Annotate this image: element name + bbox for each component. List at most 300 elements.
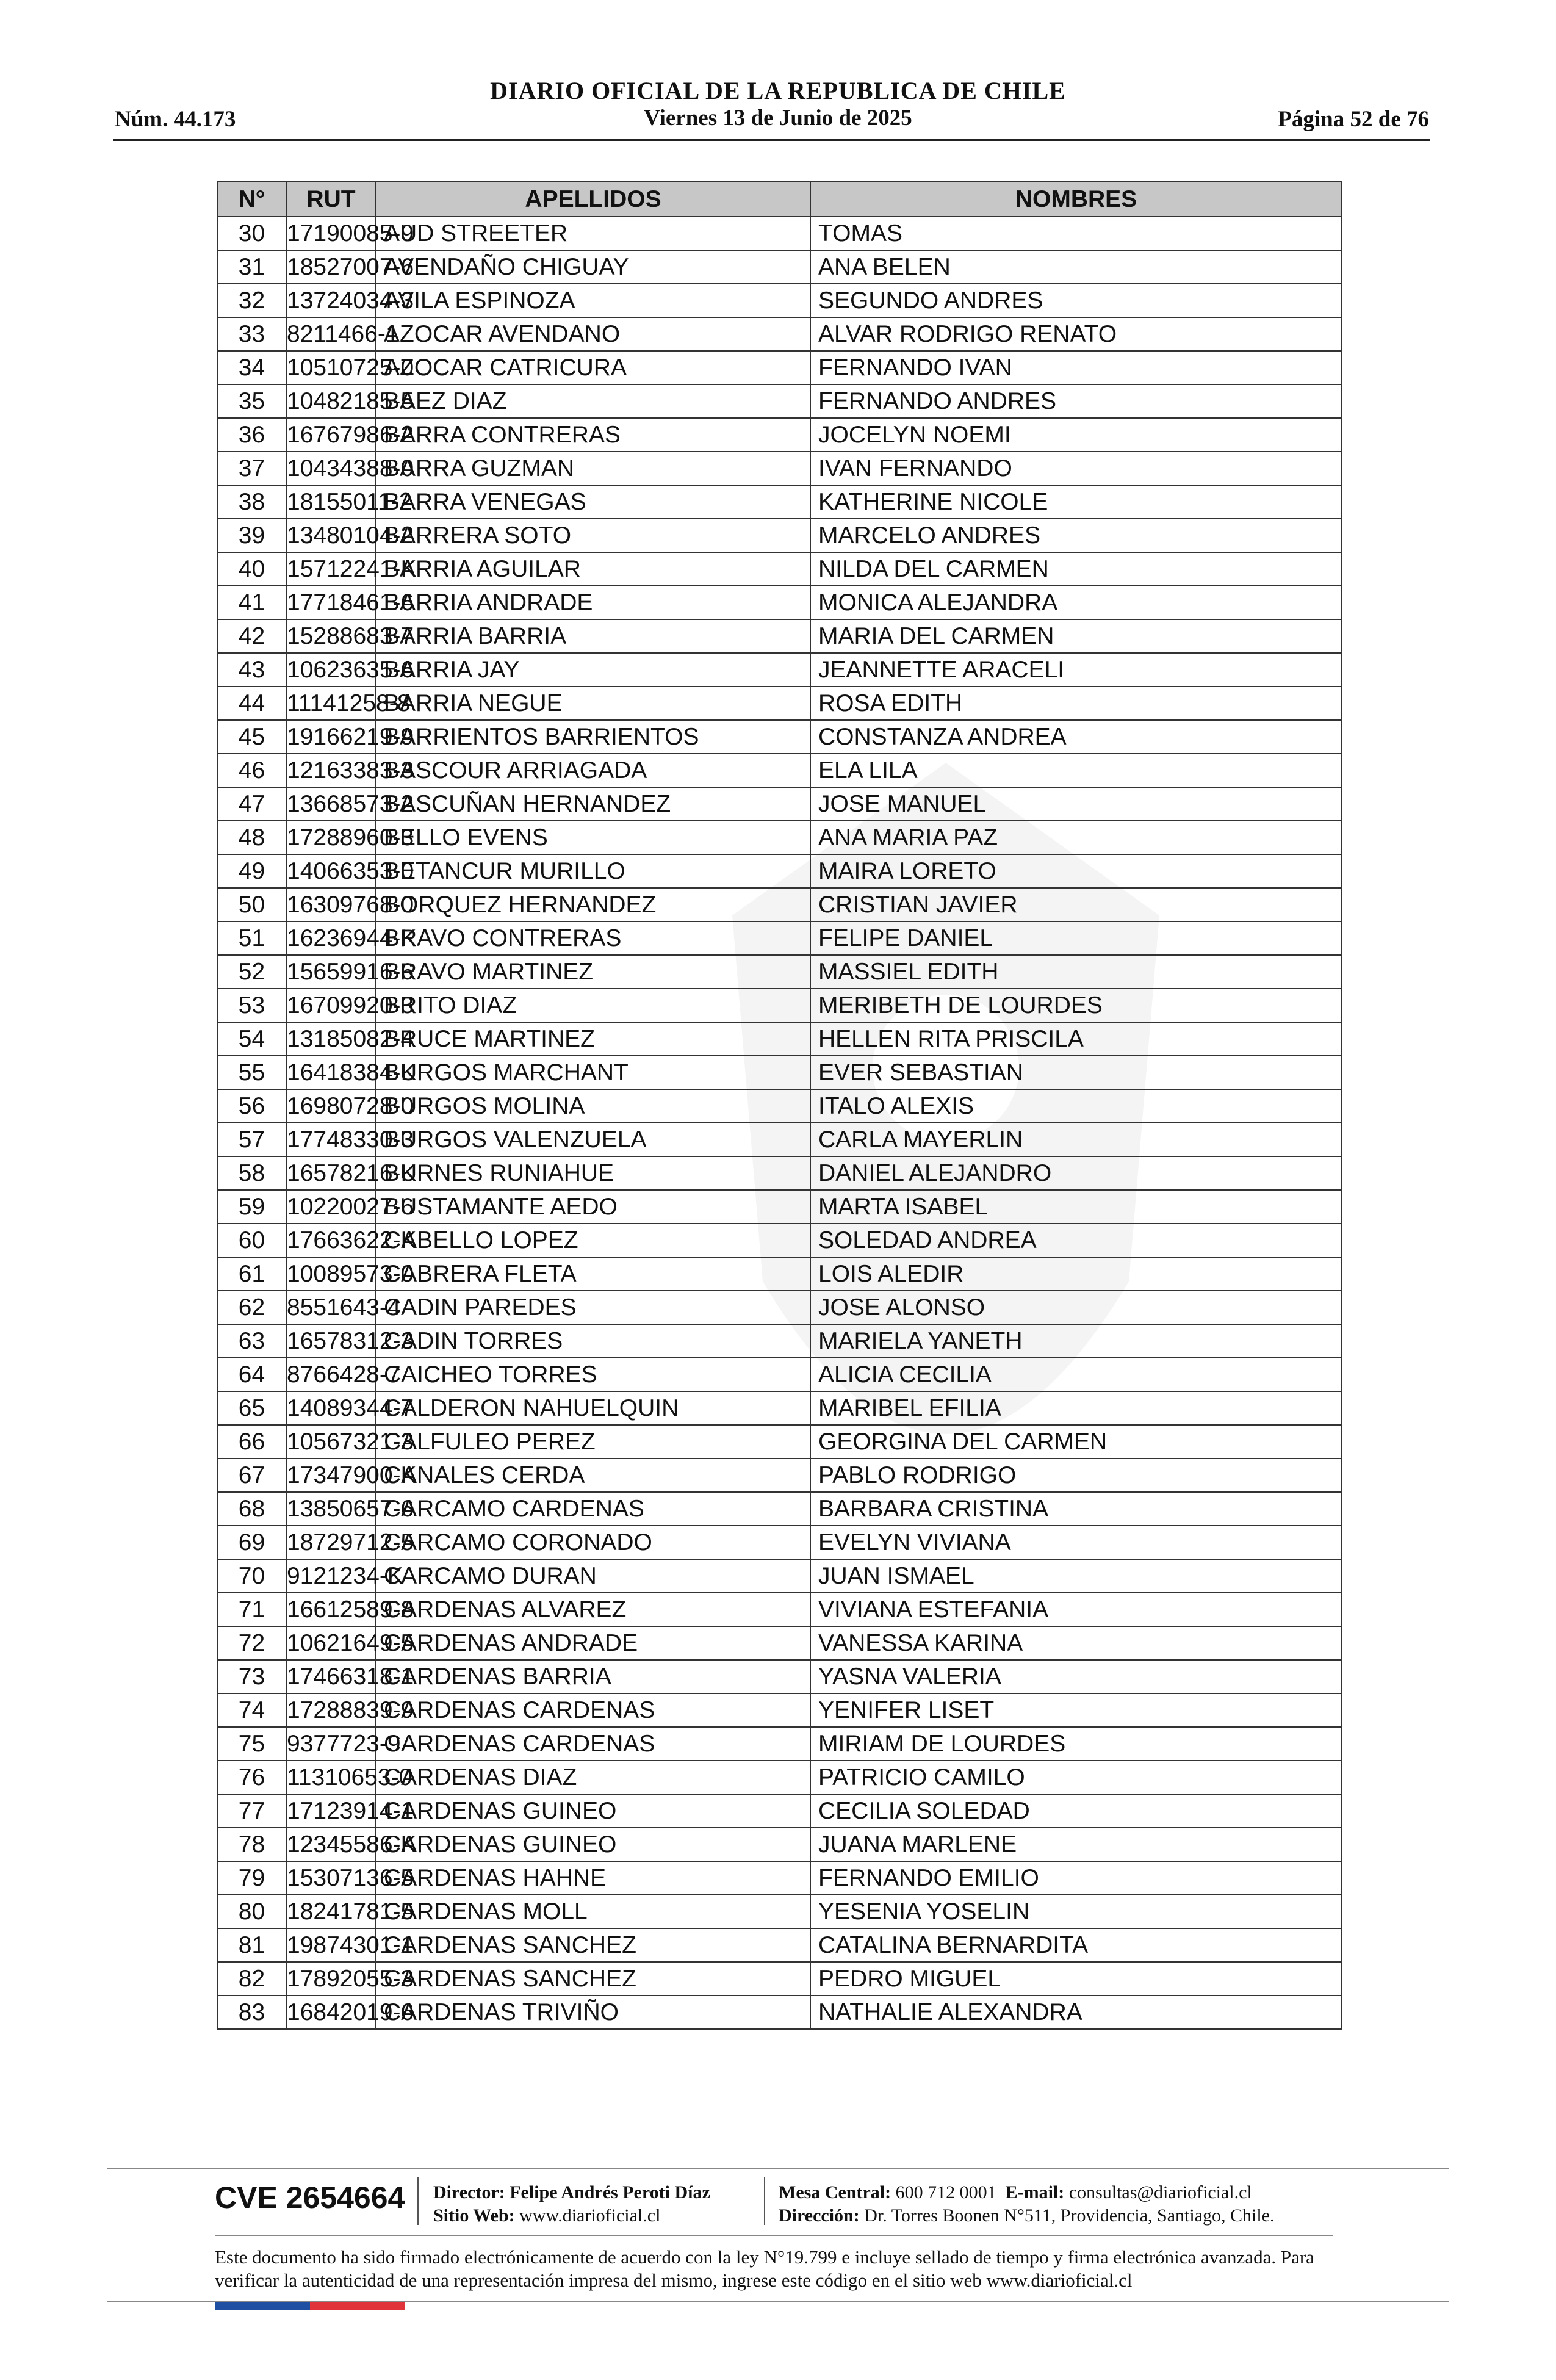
- rut-cell: 9121234-K: [286, 1559, 376, 1593]
- rut-cell: 10089573-0: [286, 1257, 376, 1291]
- rut-cell: 14089344-7: [286, 1391, 376, 1425]
- row-number: 56: [217, 1089, 286, 1123]
- table-row: [217, 888, 1342, 921]
- table-row: [217, 1828, 1342, 1861]
- table-row: [217, 519, 1342, 552]
- table-row: [217, 1459, 1342, 1492]
- rut-cell: 16418384-K: [286, 1056, 376, 1089]
- apellidos-cell: CARDENAS BARRIA: [376, 1660, 810, 1693]
- apellidos-cell: CARDENAS ALVAREZ: [376, 1593, 810, 1626]
- nombres-cell: CATALINA BERNARDITA: [810, 1928, 1342, 1962]
- apellidos-cell: BARRERA SOTO: [376, 519, 810, 552]
- row-number: 47: [217, 787, 286, 821]
- table-row: [217, 821, 1342, 854]
- nombres-cell: DANIEL ALEJANDRO: [810, 1156, 1342, 1190]
- footer-mid-rule: [215, 2235, 1333, 2236]
- footer-top-rule: [107, 2168, 1449, 2169]
- apellidos-cell: CARDENAS MOLL: [376, 1895, 810, 1928]
- column-header-rut: RUT: [286, 182, 376, 217]
- table-header-row: [217, 182, 1342, 217]
- nombres-cell: NILDA DEL CARMEN: [810, 552, 1342, 586]
- row-number: 53: [217, 989, 286, 1022]
- rut-cell: 17190085-9: [286, 217, 376, 250]
- apellidos-cell: CARDENAS CARDENAS: [376, 1727, 810, 1761]
- apellidos-cell: BRAVO CONTRERAS: [376, 921, 810, 955]
- row-number: 68: [217, 1492, 286, 1526]
- row-number: 44: [217, 687, 286, 720]
- rut-cell: 16709920-3: [286, 989, 376, 1022]
- rut-cell: 17288960-3: [286, 821, 376, 854]
- apellidos-cell: BARRIENTOS BARRIENTOS: [376, 720, 810, 754]
- rut-cell: 13724034-3: [286, 284, 376, 317]
- nombres-cell: MERIBETH DE LOURDES: [810, 989, 1342, 1022]
- apellidos-cell: BASCOUR ARRIAGADA: [376, 754, 810, 787]
- row-number: 52: [217, 955, 286, 989]
- nombres-cell: MASSIEL EDITH: [810, 955, 1342, 989]
- rut-cell: 8551643-4: [286, 1291, 376, 1324]
- rut-cell: 17748330-3: [286, 1123, 376, 1156]
- nombres-cell: EVELYN VIVIANA: [810, 1526, 1342, 1559]
- table-row: [217, 1492, 1342, 1526]
- rut-cell: 13185082-4: [286, 1022, 376, 1056]
- row-number: 31: [217, 250, 286, 284]
- page-header: [0, 0, 1556, 146]
- row-number: 73: [217, 1660, 286, 1693]
- table-row: [217, 1291, 1342, 1324]
- row-number: 69: [217, 1526, 286, 1559]
- table-row: [217, 217, 1342, 250]
- apellidos-cell: CARDENAS TRIVIÑO: [376, 1996, 810, 2029]
- apellidos-cell: BARRIA ANDRADE: [376, 586, 810, 619]
- row-number: 67: [217, 1459, 286, 1492]
- rut-cell: 17347900-K: [286, 1459, 376, 1492]
- rut-cell: 15307136-5: [286, 1861, 376, 1895]
- row-number: 59: [217, 1190, 286, 1224]
- rut-cell: 19874301-1: [286, 1928, 376, 1962]
- page-number: Página 52 de 76: [1278, 107, 1429, 132]
- nombres-cell: CECILIA SOLEDAD: [810, 1794, 1342, 1828]
- nombres-cell: JOSE MANUEL: [810, 787, 1342, 821]
- table-row: [217, 619, 1342, 653]
- address-label: Dirección:: [779, 2205, 860, 2226]
- nombres-cell: HELLEN RITA PRISCILA: [810, 1022, 1342, 1056]
- table-row: [217, 351, 1342, 384]
- table-row: [217, 1660, 1342, 1693]
- rut-cell: 11310653-0: [286, 1761, 376, 1794]
- row-number: 62: [217, 1291, 286, 1324]
- rut-cell: 9377723-9: [286, 1727, 376, 1761]
- row-number: 81: [217, 1928, 286, 1962]
- apellidos-cell: CABELLO LOPEZ: [376, 1224, 810, 1257]
- rut-cell: 10621649-5: [286, 1626, 376, 1660]
- apellidos-cell: CARDENAS ANDRADE: [376, 1626, 810, 1660]
- rut-cell: 17663622-K: [286, 1224, 376, 1257]
- nombres-cell: MARCELO ANDRES: [810, 519, 1342, 552]
- table-row: [217, 720, 1342, 754]
- table-row: [217, 1526, 1342, 1559]
- nombres-cell: JUANA MARLENE: [810, 1828, 1342, 1861]
- nombres-cell: ANA BELEN: [810, 250, 1342, 284]
- table-row: [217, 754, 1342, 787]
- table-row: [217, 586, 1342, 619]
- nombres-cell: JUAN ISMAEL: [810, 1559, 1342, 1593]
- table-row: [217, 1391, 1342, 1425]
- nombres-cell: FELIPE DANIEL: [810, 921, 1342, 955]
- apellidos-cell: CARCAMO CORONADO: [376, 1526, 810, 1559]
- row-number: 51: [217, 921, 286, 955]
- table-row: [217, 1761, 1342, 1794]
- publication-title: DIARIO OFICIAL DE LA REPUBLICA DE CHILE: [490, 77, 1066, 104]
- column-header-apellidos: APELLIDOS: [376, 182, 810, 217]
- table-row: [217, 1425, 1342, 1459]
- flag-stripe: [215, 2302, 405, 2310]
- rut-cell: 16612589-8: [286, 1593, 376, 1626]
- nombres-cell: IVAN FERNANDO: [810, 452, 1342, 485]
- site-link[interactable]: www.diarioficial.cl: [519, 2205, 661, 2226]
- row-number: 60: [217, 1224, 286, 1257]
- apellidos-cell: AUD STREETER: [376, 217, 810, 250]
- rut-cell: 10510725-0: [286, 351, 376, 384]
- nombres-cell: MARIELA YANETH: [810, 1324, 1342, 1358]
- apellidos-cell: AZOCAR AVENDANO: [376, 317, 810, 351]
- address-value: Dr. Torres Boonen N°511, Providencia, Santiago, Chile.: [864, 2205, 1275, 2226]
- rut-cell: 16578216-K: [286, 1156, 376, 1190]
- apellidos-cell: BETANCUR MURILLO: [376, 854, 810, 888]
- nombres-cell: CRISTIAN JAVIER: [810, 888, 1342, 921]
- nombres-cell: KATHERINE NICOLE: [810, 485, 1342, 519]
- phone-label: Mesa Central:: [779, 2182, 891, 2202]
- table-row: [217, 1996, 1342, 2029]
- row-number: 35: [217, 384, 286, 418]
- nombres-cell: ITALO ALEXIS: [810, 1089, 1342, 1123]
- rut-cell: 10623635-6: [286, 653, 376, 687]
- apellidos-cell: CALFULEO PEREZ: [376, 1425, 810, 1459]
- nombres-cell: TOMAS: [810, 217, 1342, 250]
- apellidos-cell: AZOCAR CATRICURA: [376, 351, 810, 384]
- row-number: 64: [217, 1358, 286, 1391]
- nombres-cell: ELA LILA: [810, 754, 1342, 787]
- row-number: 74: [217, 1693, 286, 1727]
- apellidos-cell: CARCAMO DURAN: [376, 1559, 810, 1593]
- rut-cell: 16767986-2: [286, 418, 376, 452]
- row-number: 77: [217, 1794, 286, 1828]
- row-number: 36: [217, 418, 286, 452]
- row-number: 61: [217, 1257, 286, 1291]
- table-row: [217, 1056, 1342, 1089]
- rut-cell: 15659916-6: [286, 955, 376, 989]
- nombres-cell: MARIBEL EFILIA: [810, 1391, 1342, 1425]
- column-header-nombres: NOMBRES: [810, 182, 1342, 217]
- row-number: 55: [217, 1056, 286, 1089]
- email-link[interactable]: consultas@diarioficial.cl: [1068, 2182, 1252, 2202]
- row-number: 30: [217, 217, 286, 250]
- apellidos-cell: BASCUÑAN HERNANDEZ: [376, 787, 810, 821]
- table-row: [217, 1928, 1342, 1962]
- apellidos-cell: CAICHEO TORRES: [376, 1358, 810, 1391]
- rut-cell: 17466318-1: [286, 1660, 376, 1693]
- table-row: [217, 1089, 1342, 1123]
- rut-cell: 10567321-3: [286, 1425, 376, 1459]
- row-number: 37: [217, 452, 286, 485]
- nombres-cell: ANA MARIA PAZ: [810, 821, 1342, 854]
- rut-cell: 16980728-0: [286, 1089, 376, 1123]
- row-number: 45: [217, 720, 286, 754]
- apellidos-cell: BARRIA JAY: [376, 653, 810, 687]
- table-row: [217, 1358, 1342, 1391]
- table-row: [217, 418, 1342, 452]
- nombres-cell: CONSTANZA ANDREA: [810, 720, 1342, 754]
- rut-cell: 17892055-3: [286, 1962, 376, 1996]
- apellidos-cell: AVILA ESPINOZA: [376, 284, 810, 317]
- nombres-cell: JOCELYN NOEMI: [810, 418, 1342, 452]
- table-row: [217, 1794, 1342, 1828]
- table-row: [217, 284, 1342, 317]
- table-row: [217, 1257, 1342, 1291]
- row-number: 50: [217, 888, 286, 921]
- rut-cell: 18527007-6: [286, 250, 376, 284]
- table-row: [217, 1895, 1342, 1928]
- table-row: [217, 1022, 1342, 1056]
- row-number: 78: [217, 1828, 286, 1861]
- table-row: [217, 317, 1342, 351]
- nombres-cell: FERNANDO ANDRES: [810, 384, 1342, 418]
- apellidos-cell: BARRIA NEGUE: [376, 687, 810, 720]
- row-number: 63: [217, 1324, 286, 1358]
- row-number: 54: [217, 1022, 286, 1056]
- apellidos-cell: BORQUEZ HERNANDEZ: [376, 888, 810, 921]
- table-row: [217, 1727, 1342, 1761]
- apellidos-cell: BARRA VENEGAS: [376, 485, 810, 519]
- apellidos-cell: BARRA GUZMAN: [376, 452, 810, 485]
- row-number: 80: [217, 1895, 286, 1928]
- nombres-cell: SOLEDAD ANDREA: [810, 1224, 1342, 1257]
- apellidos-cell: BURGOS VALENZUELA: [376, 1123, 810, 1156]
- apellidos-cell: BARRIA AGUILAR: [376, 552, 810, 586]
- row-number: 33: [217, 317, 286, 351]
- publication-date: Viernes 13 de Junio de 2025: [644, 106, 912, 131]
- apellidos-cell: BUSTAMANTE AEDO: [376, 1190, 810, 1224]
- nombres-cell: CARLA MAYERLIN: [810, 1123, 1342, 1156]
- nombres-cell: ALVAR RODRIGO RENATO: [810, 317, 1342, 351]
- table-row: [217, 384, 1342, 418]
- apellidos-cell: AVENDAÑO CHIGUAY: [376, 250, 810, 284]
- nombres-cell: YASNA VALERIA: [810, 1660, 1342, 1693]
- rut-cell: 8766428-7: [286, 1358, 376, 1391]
- rut-cell: 15712241-K: [286, 552, 376, 586]
- electronic-signature-notice: Este documento ha sido firmado electrónicamente de acuerdo con la ley N°19.799 e incluye sellado de tiempo y firma electrónica avanzada. Para verificar la autenticidad de una representación impresa del mismo, ingrese este código en el sitio web www.diarioficial.cl: [215, 2246, 1314, 2291]
- rut-cell: 15288683-7: [286, 619, 376, 653]
- apellidos-cell: BAEZ DIAZ: [376, 384, 810, 418]
- apellidos-cell: CALDERON NAHUELQUIN: [376, 1391, 810, 1425]
- row-number: 79: [217, 1861, 286, 1895]
- table-row: [217, 1190, 1342, 1224]
- rut-cell: 18155011-2: [286, 485, 376, 519]
- rut-cell: 17718461-6: [286, 586, 376, 619]
- rut-cell: 19166219-9: [286, 720, 376, 754]
- nombres-cell: SEGUNDO ANDRES: [810, 284, 1342, 317]
- row-number: 82: [217, 1962, 286, 1996]
- nombres-cell: PEDRO MIGUEL: [810, 1962, 1342, 1996]
- issue-number: Núm. 44.173: [115, 107, 236, 132]
- apellidos-cell: CARDENAS HAHNE: [376, 1861, 810, 1895]
- row-number: 32: [217, 284, 286, 317]
- apellidos-cell: CARDENAS GUINEO: [376, 1794, 810, 1828]
- director-name: Felipe Andrés Peroti Díaz: [510, 2182, 710, 2202]
- director-label: Director:: [433, 2182, 505, 2202]
- table-row: [217, 250, 1342, 284]
- table-row: [217, 1156, 1342, 1190]
- apellidos-cell: CANALES CERDA: [376, 1459, 810, 1492]
- header-rule: [113, 139, 1430, 141]
- table-row: [217, 989, 1342, 1022]
- nombres-cell: JEANNETTE ARACELI: [810, 653, 1342, 687]
- row-number: 40: [217, 552, 286, 586]
- nombres-cell: JOSE ALONSO: [810, 1291, 1342, 1324]
- table-row: [217, 452, 1342, 485]
- apellidos-cell: BELLO EVENS: [376, 821, 810, 854]
- nombres-cell: ALICIA CECILIA: [810, 1358, 1342, 1391]
- rut-cell: 8211466-1: [286, 317, 376, 351]
- row-number: 49: [217, 854, 286, 888]
- nombres-cell: MONICA ALEJANDRA: [810, 586, 1342, 619]
- row-number: 41: [217, 586, 286, 619]
- table-row: [217, 1861, 1342, 1895]
- rut-cell: 10220027-6: [286, 1190, 376, 1224]
- apellidos-cell: CARCAMO CARDENAS: [376, 1492, 810, 1526]
- row-number: 46: [217, 754, 286, 787]
- site-label: Sitio Web:: [433, 2205, 515, 2226]
- director-info: [433, 2181, 710, 2227]
- row-number: 43: [217, 653, 286, 687]
- row-number: 58: [217, 1156, 286, 1190]
- nombres-cell: MIRIAM DE LOURDES: [810, 1727, 1342, 1761]
- footer-separator: [417, 2177, 419, 2225]
- phone-value: 600 712 0001: [895, 2182, 996, 2202]
- flag-red-stripe: [310, 2302, 405, 2310]
- apellidos-cell: CADIN TORRES: [376, 1324, 810, 1358]
- table-row: [217, 1324, 1342, 1358]
- rut-cell: 16578312-3: [286, 1324, 376, 1358]
- table-body: [217, 217, 1342, 2029]
- apellidos-cell: CARDENAS DIAZ: [376, 1761, 810, 1794]
- email-label: E-mail:: [1005, 2182, 1065, 2202]
- row-number: 76: [217, 1761, 286, 1794]
- rut-cell: 16309768-0: [286, 888, 376, 921]
- rut-cell: 10434388-0: [286, 452, 376, 485]
- row-number: 75: [217, 1727, 286, 1761]
- apellidos-cell: CARDENAS SANCHEZ: [376, 1962, 810, 1996]
- nombres-cell: PABLO RODRIGO: [810, 1459, 1342, 1492]
- nombres-cell: NATHALIE ALEXANDRA: [810, 1996, 1342, 2029]
- nombres-cell: MAIRA LORETO: [810, 854, 1342, 888]
- apellidos-cell: CARDENAS GUINEO: [376, 1828, 810, 1861]
- nombres-cell: MARIA DEL CARMEN: [810, 619, 1342, 653]
- apellidos-cell: BRUCE MARTINEZ: [376, 1022, 810, 1056]
- row-number: 57: [217, 1123, 286, 1156]
- rut-cell: 18241781-5: [286, 1895, 376, 1928]
- nombres-cell: MARTA ISABEL: [810, 1190, 1342, 1224]
- rut-cell: 17288839-9: [286, 1693, 376, 1727]
- rut-cell: 16842019-6: [286, 1996, 376, 2029]
- table-row: [217, 1123, 1342, 1156]
- table-row: [217, 1593, 1342, 1626]
- table-row: [217, 1224, 1342, 1257]
- apellidos-cell: CARDENAS CARDENAS: [376, 1693, 810, 1727]
- nombres-cell: VIVIANA ESTEFANIA: [810, 1593, 1342, 1626]
- table-row: [217, 955, 1342, 989]
- table-row: [217, 1626, 1342, 1660]
- registry-table: [217, 181, 1342, 2030]
- nombres-cell: BARBARA CRISTINA: [810, 1492, 1342, 1526]
- nombres-cell: LOIS ALEDIR: [810, 1257, 1342, 1291]
- registry-table-container: [217, 181, 1341, 2030]
- row-number: 42: [217, 619, 286, 653]
- column-header-number: N°: [217, 182, 286, 217]
- nombres-cell: YESENIA YOSELIN: [810, 1895, 1342, 1928]
- row-number: 38: [217, 485, 286, 519]
- flag-blue-stripe: [215, 2302, 310, 2310]
- nombres-cell: FERNANDO EMILIO: [810, 1861, 1342, 1895]
- row-number: 71: [217, 1593, 286, 1626]
- row-number: 34: [217, 351, 286, 384]
- nombres-cell: GEORGINA DEL CARMEN: [810, 1425, 1342, 1459]
- table-row: [217, 485, 1342, 519]
- nombres-cell: EVER SEBASTIAN: [810, 1056, 1342, 1089]
- table-row: [217, 854, 1342, 888]
- row-number: 70: [217, 1559, 286, 1593]
- apellidos-cell: CABRERA FLETA: [376, 1257, 810, 1291]
- table-row: [217, 787, 1342, 821]
- rut-cell: 13668573-2: [286, 787, 376, 821]
- contact-info: [779, 2181, 1275, 2227]
- row-number: 83: [217, 1996, 286, 2029]
- nombres-cell: YENIFER LISET: [810, 1693, 1342, 1727]
- rut-cell: 12163383-3: [286, 754, 376, 787]
- row-number: 39: [217, 519, 286, 552]
- rut-cell: 12345586-K: [286, 1828, 376, 1861]
- rut-cell: 18729712-5: [286, 1526, 376, 1559]
- apellidos-cell: BRAVO MARTINEZ: [376, 955, 810, 989]
- cve-code: CVE 2654664: [215, 2180, 405, 2215]
- row-number: 66: [217, 1425, 286, 1459]
- apellidos-cell: BARRIA BARRIA: [376, 619, 810, 653]
- rut-cell: 17123914-1: [286, 1794, 376, 1828]
- nombres-cell: FERNANDO IVAN: [810, 351, 1342, 384]
- rut-cell: 16236944-K: [286, 921, 376, 955]
- rut-cell: 13480104-2: [286, 519, 376, 552]
- table-row: [217, 1693, 1342, 1727]
- rut-cell: 11141258-8: [286, 687, 376, 720]
- apellidos-cell: BURNES RUNIAHUE: [376, 1156, 810, 1190]
- rut-cell: 14066353-0: [286, 854, 376, 888]
- apellidos-cell: CADIN PAREDES: [376, 1291, 810, 1324]
- row-number: 65: [217, 1391, 286, 1425]
- table-row: [217, 687, 1342, 720]
- table-row: [217, 653, 1342, 687]
- table-row: [217, 1559, 1342, 1593]
- nombres-cell: ROSA EDITH: [810, 687, 1342, 720]
- apellidos-cell: BARRA CONTRERAS: [376, 418, 810, 452]
- nombres-cell: PATRICIO CAMILO: [810, 1761, 1342, 1794]
- nombres-cell: VANESSA KARINA: [810, 1626, 1342, 1660]
- table-row: [217, 921, 1342, 955]
- row-number: 72: [217, 1626, 286, 1660]
- table-row: [217, 552, 1342, 586]
- apellidos-cell: BURGOS MARCHANT: [376, 1056, 810, 1089]
- footer-separator: [764, 2177, 765, 2225]
- rut-cell: 13850657-6: [286, 1492, 376, 1526]
- table-row: [217, 1962, 1342, 1996]
